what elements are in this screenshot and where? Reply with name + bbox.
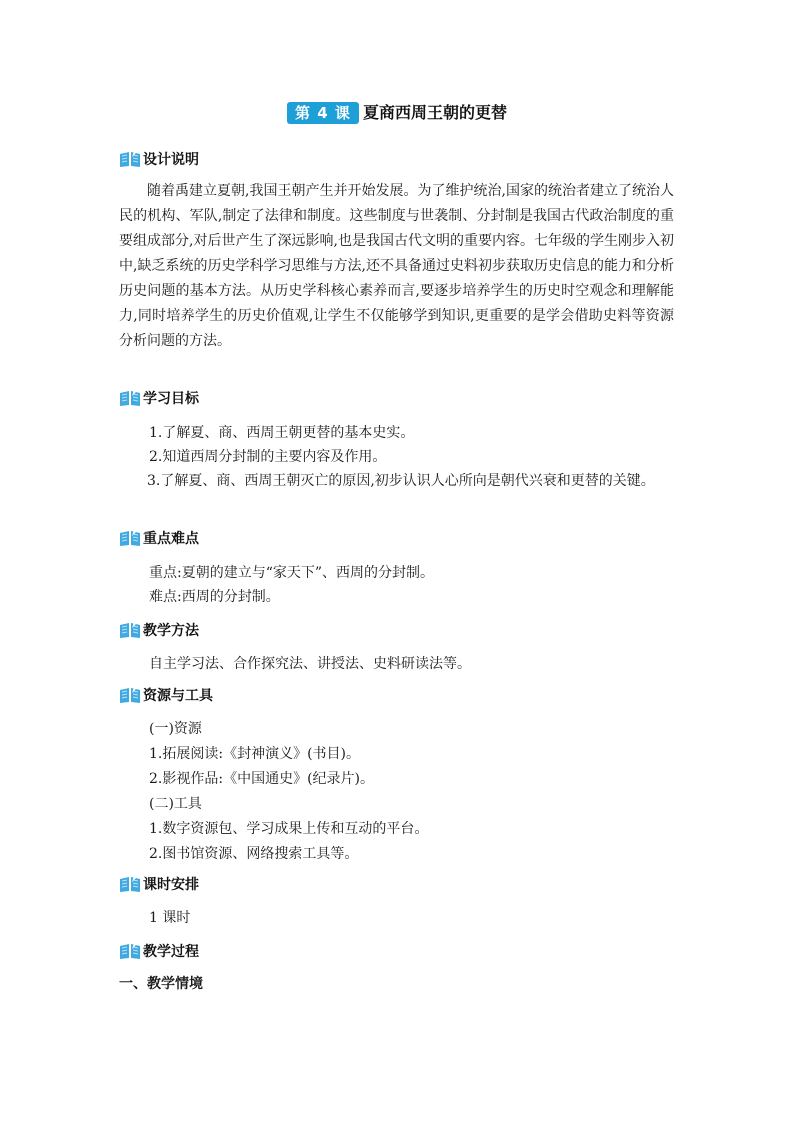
resources-line: 2.图书馆资源、网络搜索工具等。 bbox=[149, 846, 359, 862]
lesson-title: 夏商西周王朝的更替 bbox=[362, 103, 507, 122]
open-book-icon bbox=[119, 389, 141, 407]
open-book-icon bbox=[119, 686, 141, 704]
section-heading-text: 教学过程 bbox=[143, 944, 199, 960]
resources-line: 1.拓展阅读:《封神演义》(书目)。 bbox=[149, 746, 360, 762]
resources-line: (二)工具 bbox=[149, 796, 202, 812]
section-heading-text: 资源与工具 bbox=[143, 688, 213, 704]
open-book-icon bbox=[119, 150, 141, 168]
section-heading-text: 学习目标 bbox=[143, 391, 199, 407]
key-point-focus: 重点:夏朝的建立与“家天下”、西周的分封制。 bbox=[149, 565, 435, 581]
section-heading-goals bbox=[119, 387, 199, 409]
goal-item-1: 1.了解夏、商、西周王朝更替的基本史实。 bbox=[149, 425, 415, 441]
open-book-icon bbox=[119, 942, 141, 960]
section-heading-methods bbox=[119, 619, 199, 641]
section-heading-process bbox=[119, 940, 199, 962]
resources-line: (一)资源 bbox=[149, 721, 202, 737]
resources-line: 2.影视作品:《中国通史》(纪录片)。 bbox=[149, 771, 374, 787]
section-heading-design bbox=[119, 148, 199, 170]
process-subheading-1: 一、教学情境 bbox=[119, 976, 203, 992]
goal-item-2: 2.知道西周分封制的主要内容及作用。 bbox=[149, 449, 387, 465]
section-heading-key-points bbox=[119, 527, 199, 549]
section-heading-resources bbox=[119, 684, 213, 706]
section-heading-text: 教学方法 bbox=[143, 623, 199, 639]
lesson-title-row bbox=[0, 102, 794, 124]
section-heading-text: 课时安排 bbox=[143, 877, 199, 893]
open-book-icon bbox=[119, 529, 141, 547]
open-book-icon bbox=[119, 621, 141, 639]
resources-line: 1.数字资源包、学习成果上传和互动的平台。 bbox=[149, 821, 429, 837]
open-book-icon bbox=[119, 875, 141, 893]
section-heading-text: 重点难点 bbox=[143, 531, 199, 547]
section-heading-schedule bbox=[119, 873, 199, 895]
section-heading-text: 设计说明 bbox=[143, 152, 199, 168]
goal-item-3: 3.了解夏、商、西周王朝灭亡的原因,初步认识人心所向是朝代兴衰和更替的关键。 bbox=[147, 473, 655, 489]
lesson-number-badge: 第 4 课 bbox=[287, 102, 359, 124]
design-paragraph: 随着禹建立夏朝,我国王朝产生并开始发展。为了维护统治,国家的统治者建立了统治人民的机构、军队,制定了法律和制度。这些制度与世袭制、分封制是我国古代政治制度的重要组成部分,对后世产生了深远影响,也是我国古代文明的重要内容。七年级的学生刚步入初中,缺乏系统的历史学科学习思维与方法,还不具备通过史料初步获取历史信息的能力和分析历史问题的基本方法。从历史学科核心素养而言,要逐步培养学生的历史时空观念和理解能力,同时培养学生的历史价值观,让学生不仅能够学到知识,更重要的是学会借助史料等资源分析问题的方法。 bbox=[119, 183, 674, 349]
methods-text: 自主学习法、合作探究法、讲授法、史料研读法等。 bbox=[149, 656, 471, 672]
schedule-text: 1 课时 bbox=[149, 910, 191, 926]
key-point-difficulty: 难点:西周的分封制。 bbox=[149, 589, 280, 605]
